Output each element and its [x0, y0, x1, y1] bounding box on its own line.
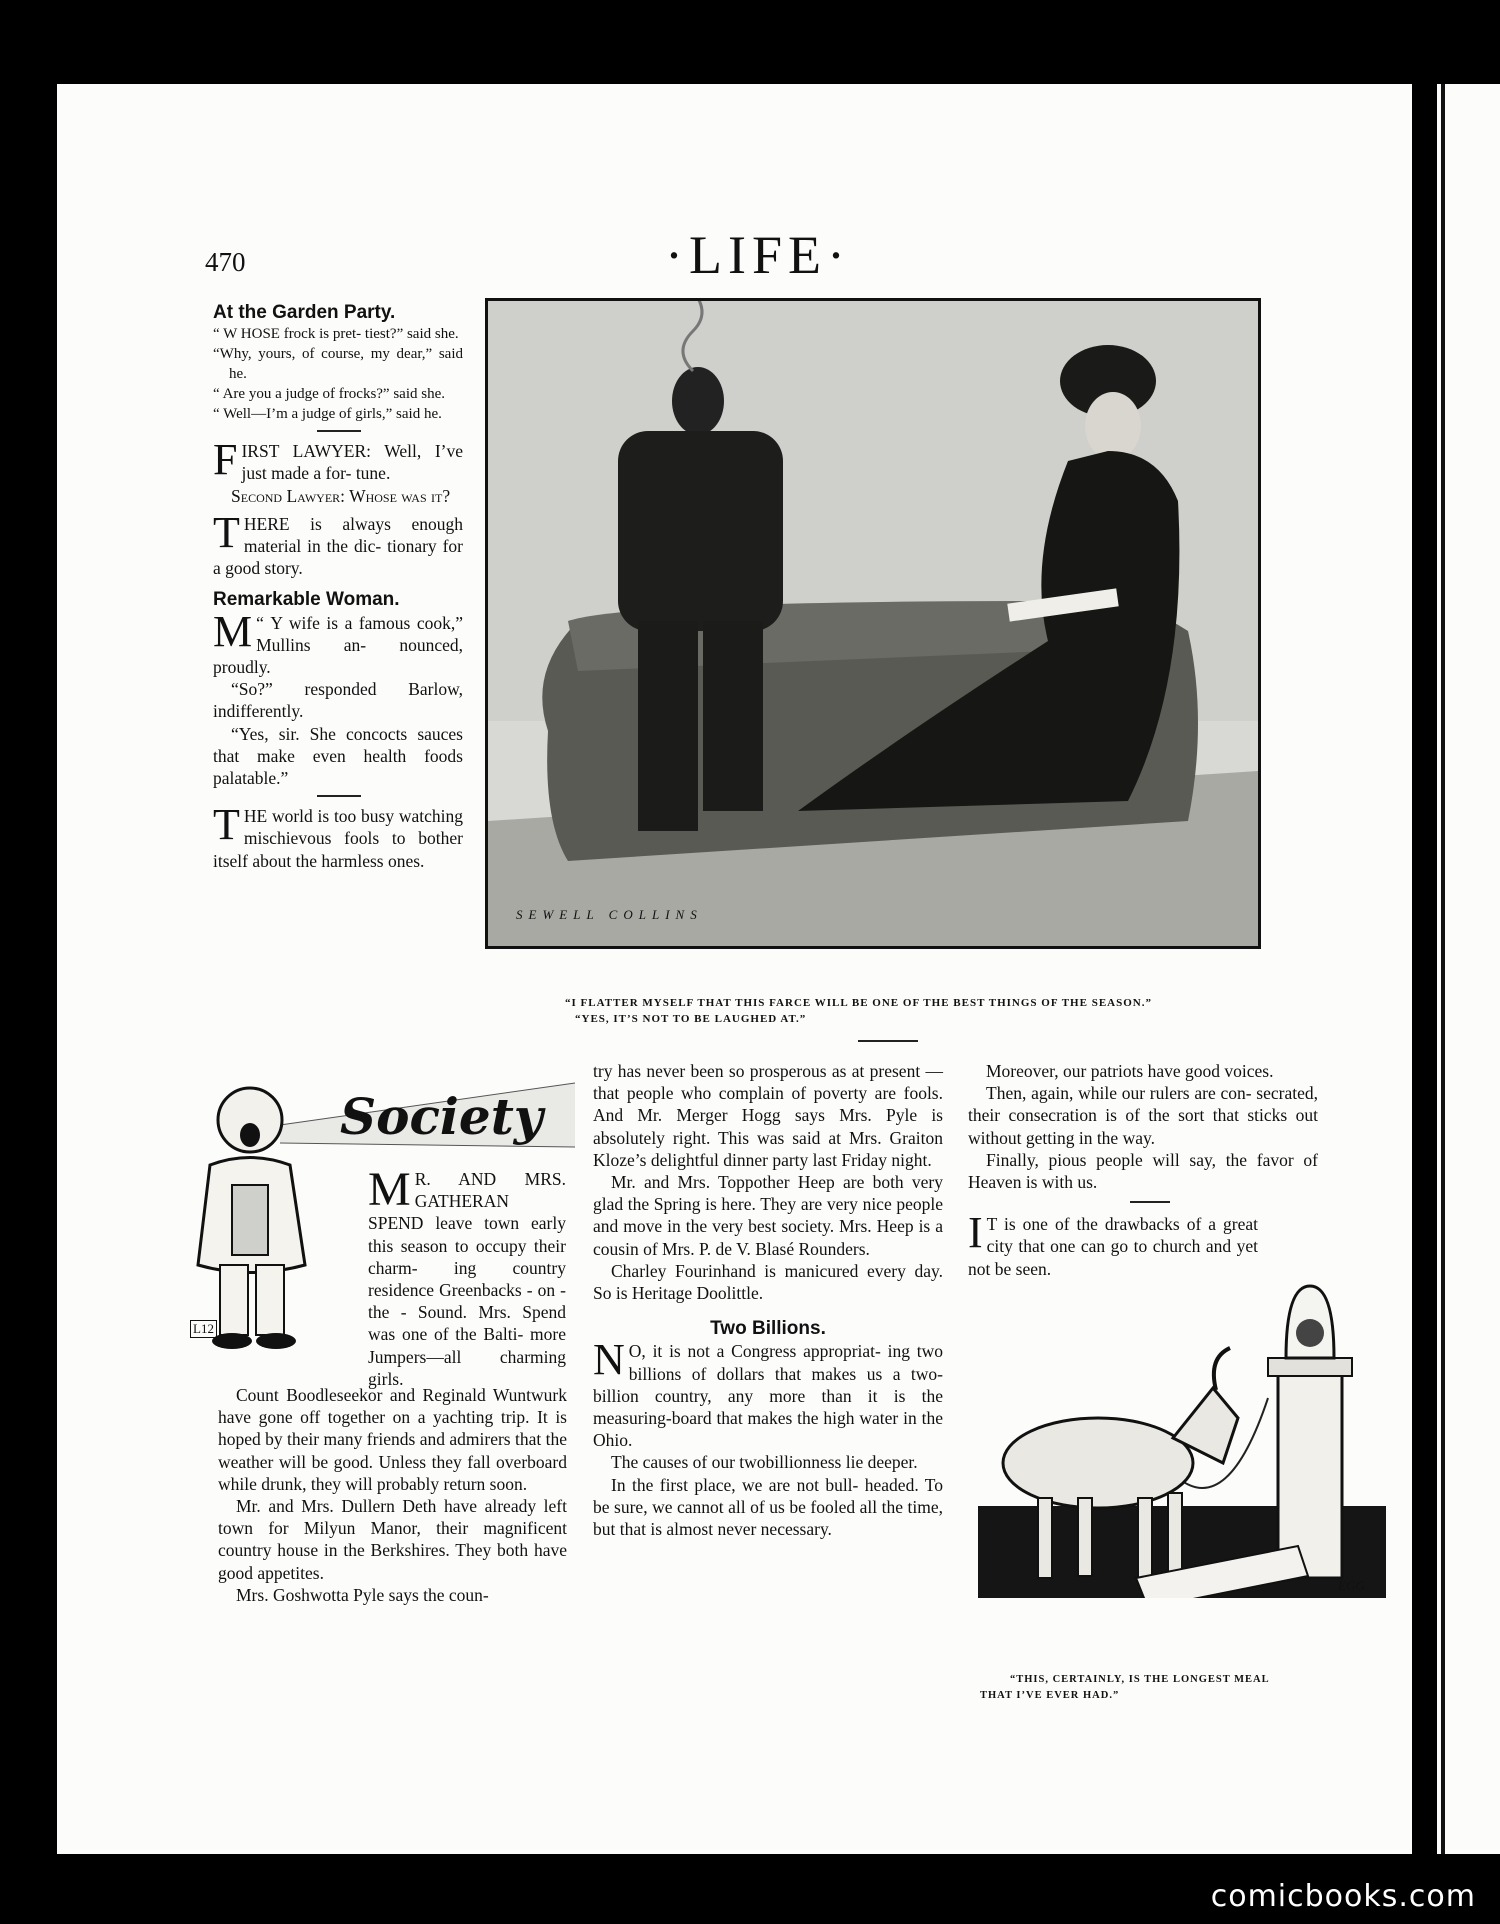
- goat-cartoon: [968, 1278, 1386, 1598]
- there-paragraph: [213, 507, 463, 580]
- society-paragraph: [368, 1163, 566, 1390]
- caption-line: “YES, IT’S NOT TO BE LAUGHED AT.”: [575, 1013, 807, 1025]
- world-paragraph: [213, 800, 463, 872]
- illustration-caption: [565, 995, 1305, 1027]
- goat-ticker-drawing: [968, 1278, 1386, 1598]
- there-text: HERE is always enough material in the dic- tionary for a good story.: [213, 513, 463, 579]
- artist-mark: EGG: [1338, 1578, 1365, 1593]
- divider: [317, 430, 361, 432]
- garden-party-title: At the Garden Party.: [213, 302, 396, 323]
- society-text: R. AND MRS. GATHERAN SPEND leave town early this season to occupy their charm- ing country residence Greenbacks - on - the - Sound. Mrs. Spend was one of the Balti- more Jumpers—all charming girls.: [368, 1169, 566, 1389]
- church-text: T is one of the drawbacks of a great city that one can go to church and yet not be seen.: [968, 1214, 1258, 1279]
- lawyer-paragraph: [213, 435, 463, 485]
- two-billions-title: Two Billions.: [710, 1318, 826, 1340]
- remarkable-line: “Yes, sir. She concocts sauces that make even health foods palatable.”: [213, 723, 463, 789]
- garden-line: “ W HOSE frock is pret- tiest?” said she.: [213, 326, 459, 343]
- society-paragraph: Mr. and Mrs. Toppother Heep are both very glad the Spring is here. They are very nice people and move in the very best society. Mrs. Heep is a cousin of Mrs. P. de V. Blasé Rounders.: [593, 1172, 943, 1259]
- masthead: ·LIFE·: [665, 225, 851, 285]
- artist-mark: L12: [190, 1320, 217, 1338]
- column-society: [218, 1384, 567, 1606]
- column-right: [968, 1060, 1318, 1280]
- remarkable-text: Y wife is a famous cook,” Mullins an- nounced, proudly.: [213, 612, 463, 678]
- lawyer-text: IRST LAWYER: Well, I’ve just made a for- tune.: [241, 441, 463, 484]
- artist-signature: SEWELL COLLINS: [516, 907, 703, 922]
- patriots-paragraph: Moreover, our patriots have good voices.: [986, 1061, 1274, 1081]
- society-paragraph: Charley Fourinhand is manicured every day. So is Heritage Doolittle.: [593, 1260, 943, 1304]
- society-intro: [368, 1163, 566, 1390]
- church-paragraph: [968, 1208, 1258, 1280]
- society-paragraph: Mr. and Mrs. Dullern Deth have already left town for Milyun Manor, their magnificent country house in the Berkshires. They both have good appetites.: [218, 1496, 567, 1583]
- garden-line: “ Are you a judge of frocks?” said she.: [213, 386, 446, 403]
- divider: [858, 1040, 918, 1042]
- remarkable-line: “So?” responded Barlow, indifferently.: [213, 679, 463, 722]
- lawyer-reply: Second Lawyer: Whose was it?: [231, 485, 451, 506]
- sofa-illustration: [485, 298, 1261, 949]
- goat-caption: [980, 1672, 1340, 1704]
- site-watermark: comicbooks.com: [1210, 1879, 1476, 1914]
- billions-paragraph: In the first place, we are not bull- headed. To be sure, we cannot all of us be fooled all the time, but that is almost never necessary.: [593, 1474, 943, 1540]
- society-paragraph: Count Boodleseekor and Reginald Wuntwurk have gone off together on a yachting trip. It is hoped by their many friends and admirers that the weather will be good. Unless they fall overboard while drunk, they will probably return soon.: [218, 1385, 567, 1494]
- divider: [1130, 1201, 1170, 1203]
- caption-line: THAT I’VE EVER HAD.”: [980, 1690, 1120, 1701]
- page-number: 470: [205, 247, 246, 277]
- billions-text: O, it is not a Congress appropriat- ing two billions of dollars that makes us a two-billion country, any more than it is the measuring-board that makes the high water in the Ohio.: [593, 1341, 943, 1451]
- rulers-paragraph: Then, again, while our rulers are con- secrated, their consecration is of the sort that sticks out without getting in the way.: [968, 1083, 1318, 1148]
- divider: [317, 795, 361, 797]
- remarkable-paragraph: “ M Y wife is a famous cook,” Mullins an- nounced, proudly.: [213, 606, 463, 678]
- garden-line: “ Well—I’m a judge of girls,” said he.: [213, 406, 442, 423]
- column-left: [213, 302, 463, 872]
- drop-cap: N: [593, 1335, 625, 1385]
- caption-line: “THIS, CERTAINLY, IS THE LONGEST MEAL: [1010, 1674, 1270, 1685]
- society-continued: try has never been so prosperous as at present — that people who complain of poverty are fools. And Mr. Merger Hogg says Mrs. Pyle is absolutely right. This was said at Mrs. Graiton Kloze’s delightful dinner party last Friday night.: [593, 1061, 943, 1170]
- adjacent-page-edge: [1437, 84, 1500, 1854]
- column-center: [593, 1060, 943, 1540]
- drop-cap: F: [213, 435, 238, 485]
- garden-line: “Why, yours, of course, my dear,” said he.: [213, 346, 463, 383]
- remarkable-woman-title: Remarkable Woman.: [213, 589, 400, 611]
- billions-paragraph: The causes of our twobillionness lie deeper.: [611, 1452, 918, 1473]
- heaven-paragraph: Finally, pious people will say, the favor of Heaven is with us.: [968, 1149, 1318, 1193]
- drop-cap: M: [368, 1163, 411, 1216]
- billions-paragraph: [593, 1335, 943, 1451]
- caption-line: “I FLATTER MYSELF THAT THIS FARCE WILL BE ONE OF THE BEST THINGS OF THE SEASON.”: [565, 997, 1152, 1009]
- drop-cap: I: [968, 1208, 983, 1258]
- drop-cap: T: [213, 800, 240, 850]
- drop-cap: T: [213, 507, 240, 557]
- society-paragraph: Mrs. Goshwotta Pyle says the coun-: [236, 1584, 489, 1605]
- world-text: HE world is too busy watching mischievous fools to bother itself about the harmless ones.: [213, 806, 463, 871]
- drop-cap: M: [213, 606, 253, 656]
- sofa-drawing: [488, 301, 1258, 946]
- society-banner: Society: [340, 1087, 543, 1146]
